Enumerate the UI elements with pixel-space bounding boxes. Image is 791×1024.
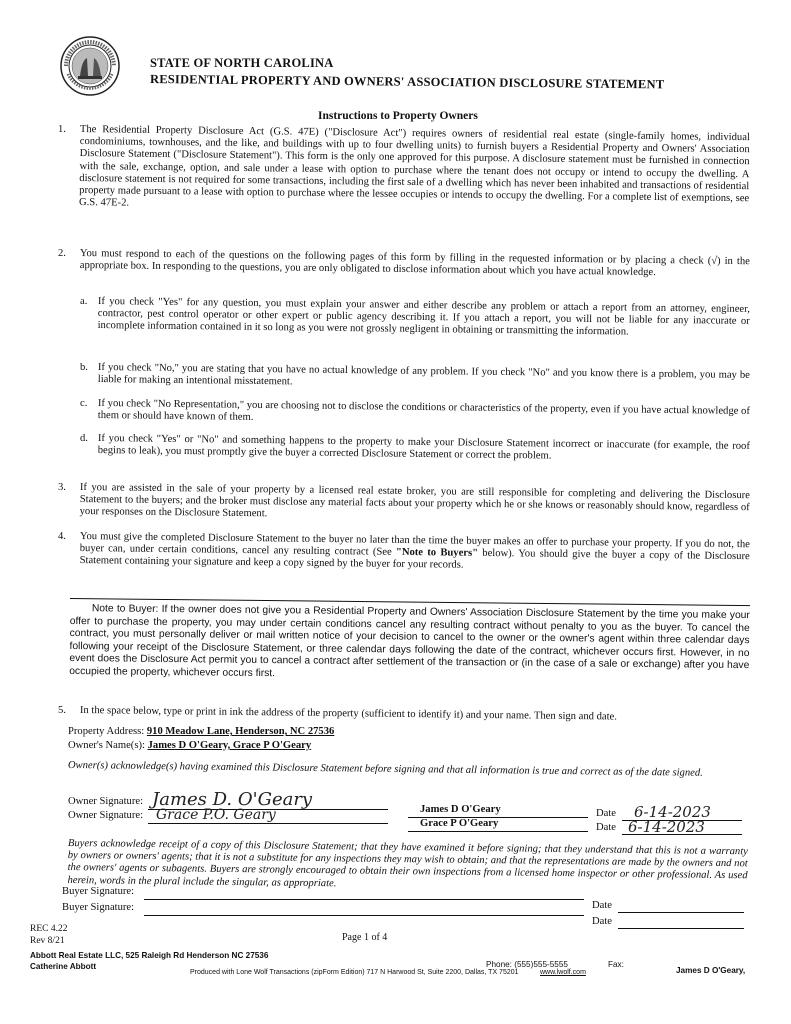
item-2d-letter: d. (80, 433, 88, 444)
page-number: Page 1 of 4 (342, 932, 388, 943)
form-id: REC 4.22 (30, 924, 68, 934)
owner-2-printed-name: Grace P O'Geary (420, 818, 499, 829)
item-2b-letter: b. (80, 362, 88, 373)
owner-1-printed-name: James D O'Geary (420, 804, 501, 815)
item-2-number: 2. (58, 248, 66, 259)
instructions-heading: Instructions to Property Owners (318, 110, 478, 122)
buyer-acknowledgment: Buyers acknowledge receipt of a copy of this Disclosure Statement; that they have examined it before signing; that they understand that this is not a warranty by owners or owners' agents; that it is not a substitute for any inspections they may wish to obtain; and that the representations are made by the owners and not the owners' agents or subagents. Buyers are strongly encouraged to obtain their own inspections from a licensed home inspector or other professional. As used herein, words in the plural include the singular, as appropriate. (67, 838, 748, 889)
state-heading: STATE OF NORTH CAROLINA (150, 56, 334, 70)
agency-fax: Fax: (608, 960, 624, 969)
item-2c-letter: c. (80, 398, 88, 409)
item-2d-text: If you check "Yes" or "No" and something happens to the property to make your Disclosure Statement incorrect or inaccurate (for example, the roof begins to leak), you must promptly give the buyer a corrected Disclosure Statement or correct the problem. (97, 433, 750, 462)
agent-name: Catherine Abbott (30, 962, 97, 971)
item-4-number: 4. (58, 531, 66, 542)
buyer-date-line-1[interactable] (618, 912, 744, 913)
property-address-field[interactable]: 910 Meadow Lane, Henderson, NC 27536 (146, 726, 335, 737)
buyer-date-label-2: Date (592, 916, 612, 927)
item-5-number: 5. (58, 705, 66, 716)
owner-signature-1: James D. O'Geary (152, 789, 313, 810)
owners-name-label: Owner's Name(s): (68, 740, 145, 751)
owner-date-1: 6-14-2023 (634, 803, 711, 821)
owner-2-name-line (408, 831, 588, 832)
owner-signature-line-2[interactable] (148, 823, 388, 824)
date-label-1: Date (596, 808, 616, 819)
buyer-signature-line-2[interactable] (144, 915, 584, 916)
item-5-text: In the space below, type or print in ink the address of the property (sufficient to identify it) and your name. Then sign and date. (79, 705, 617, 723)
producer-info: Produced with Lone Wolf Transactions (zipForm Edition) 717 N Harwood St, Suite 2200, Dallas, TX 75201 (190, 969, 519, 976)
owners-name-field[interactable]: James D O'Geary, Grace P O'Geary (147, 740, 312, 751)
buyer-signature-label-2: Buyer Signature: (62, 902, 135, 913)
document-name: James D O'Geary, (676, 966, 746, 975)
form-title: RESIDENTIAL PROPERTY AND OWNERS' ASSOCIATION DISCLOSURE STATEMENT (149, 72, 665, 92)
item-3-number: 3. (58, 482, 66, 493)
note-to-buyer: Note to Buyer: If the owner does not give you a Residential Property and Owners' Association Disclosure Statement by the time you make your offer to purchase the property, you may under certain conditions cancel any resulting contract without penalty to you as the buyer. To cancel the contract, you must personally deliver or mail written notice of your decision to cancel to the owner or the owner's agent within three calendar days following your receipt of the Disclosure Statement, or three calendar days following the date of the contract, whichever occurs first. However, in no event does the Disclosure Act permit you to cancel a contract after settlement of the transaction or (in the case of a sale or exchange) after you have occupied the property, whichever occurs first. (69, 598, 750, 686)
property-address-row (68, 726, 334, 737)
item-2a-text: If you check "Yes" for any question, you must explain your answer and either describe any problem or attach a report from an attorney, engineer, contractor, pest control operator or other expert or public agency describing it. If you attach a report, you will not be liable for any inaccurate or incomplete information contained in it so long as you were not grossly negligent in obtaining or transmitting the information. (97, 296, 750, 338)
owner-acknowledgment: Owner(s) acknowledge(s) having examined this Disclosure Statement before signing and that all information is true and correct as of the date signed. (67, 760, 703, 779)
state-seal-icon (60, 36, 120, 96)
owner-signature-2: Grace P.O. Geary (156, 807, 276, 823)
item-2b-text: If you check "No," you are stating that you have no actual knowledge of any problem. If you check "No" and you know there is a problem, you may be liable for making an intentional misstatement. (97, 362, 750, 388)
item-2-text: You must respond to each of the questions on the following pages of this form by filling in the requested information or by placing a check (√) in the appropriate box. In responding to the questions, you are only obligated to disclose information about which you have actual knowledge. (79, 248, 750, 279)
owner-date-2: 6-14-2023 (628, 818, 705, 836)
item-1-text: The Residential Property Disclosure Act (G.S. 47E) ("Disclosure Act") requires owners of residential real estate (single-family homes, individual condominiums, townhouses, and the like, and buildings with up to four dwelling units) to furnish buyers a Residential Property and Owners' Association Disclosure Statement ("Disclosure Statement"). This form is the only one approved for this purpose. A disclosure statement must be furnished in connection with the sale, exchange, option, and sale under a lease with option to purchase where the tenant does not occupy or intend to occupy the dwelling. A disclosure statement is not required for some transactions, including the first sale of a dwelling which has never been inhabited and transactions of residential property made pursuant to a lease with option to purchase where the lessee occupies or intends to occupy the dwelling. For a complete list of exemptions, see G.S. 47E-2. (78, 124, 750, 209)
item-3-text: If you are assisted in the sale of your property by a licensed real estate broker, you are still responsible for completing and delivering the Disclosure Statement to the buyers; and the broker must disclose any material facts about your property which he or she knows or reasonably should know, regardless of your responses on the Disclosure Statement. (79, 482, 750, 520)
buyer-signature-line-1[interactable] (144, 899, 584, 900)
owner-signature-label-1: Owner Signature: (68, 796, 144, 807)
agency-phone: Phone: (555)555-5555 (486, 960, 568, 969)
form-revision: Rev 8/21 (30, 936, 65, 946)
property-address-label: Property Address: (68, 726, 145, 737)
item-2a-letter: a. (80, 296, 88, 307)
owner-signature-label-2: Owner Signature: (68, 810, 144, 821)
item-4-text: You must give the completed Disclosure Statement to the buyer no later than the time the buyer makes an offer to purchase your property. If you do not, the buyer can, under certain conditions, cancel any resulting contract (See "Note to Buyers" below). You should give the buyer a copy of the Disclosure Statement containing your signature and keep a copy signed by the buyer for your records. (79, 531, 750, 572)
item-1-number: 1. (58, 124, 66, 135)
buyer-date-label-1: Date (592, 900, 612, 911)
producer-link[interactable]: www.lwolf.com (540, 969, 586, 976)
item-2c-text: If you check "No Representation," you are choosing not to disclose the conditions or characteristics of the property, even if you have actual knowledge of them or should have known of them. (97, 398, 750, 424)
date-label-2: Date (596, 822, 616, 833)
buyer-signature-label-1: Buyer Signature: (62, 886, 135, 897)
owners-name-row (68, 740, 311, 751)
buyer-date-line-2[interactable] (618, 928, 744, 929)
agency-info: Abbott Real Estate LLC, 525 Raleigh Rd Henderson NC 27536 (30, 951, 269, 960)
